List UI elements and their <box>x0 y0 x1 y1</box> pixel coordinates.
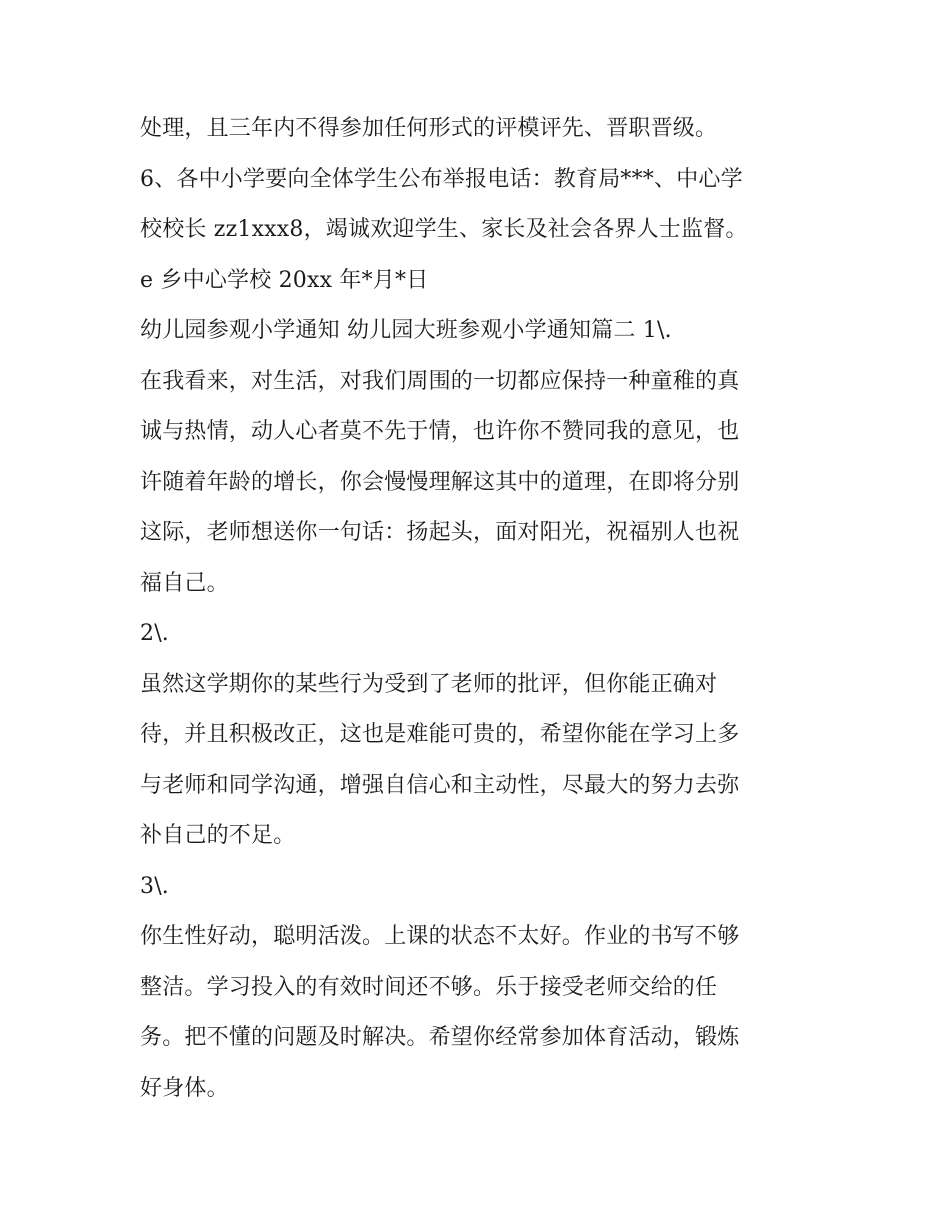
signature-date-line: e 乡中心学校 20xx 年*月*日 <box>140 267 429 293</box>
text-line: 这际，老师想送你一句话：扬起头，面对阳光，祝福别人也祝 <box>140 520 740 545</box>
text-line: 校校长 zz1xxx8，竭诚欢迎学生、家长及社会各界人士监督。 <box>140 217 748 242</box>
text-line: 6、各中小学要向全体学生公布举报电话：教育局***、中心学 <box>140 166 743 192</box>
text-line: 在我看来，对生活，对我们周围的一切都应保持一种童稚的真 <box>140 368 740 394</box>
item-number: 2\. <box>140 621 170 646</box>
document-body <box>140 104 820 1114</box>
section-title: 幼儿园参观小学通知 幼儿园大班参观小学通知篇二 1\. <box>140 318 672 343</box>
text-line: 处理，且三年内不得参加任何形式的评模评先、晋职晋级。 <box>140 116 718 141</box>
text-line: 整洁。学习投入的有效时间还不够。乐于接受老师交给的任 <box>140 974 718 1000</box>
text-line: 补自己的不足。 <box>140 823 296 848</box>
text-line: 福自己。 <box>140 570 229 596</box>
text-line: 待，并且积极改正，这也是难能可贵的，希望你能在学习上多 <box>140 722 740 747</box>
text-line: 虽然这学期你的某些行为受到了老师的批评，但你能正确对 <box>140 671 718 697</box>
text-line: 你生性好动，聪明活泼。上课的状态不太好。作业的书写不够 <box>140 924 740 949</box>
text-line: 与老师和同学沟通，增强自信心和主动性，尽最大的努力去弥 <box>140 772 740 798</box>
text-line: 好身体。 <box>140 1075 229 1101</box>
item-number: 3\. <box>140 873 170 899</box>
text-line: 许随着年龄的增长，你会慢慢理解这其中的道理，在即将分别 <box>140 469 740 495</box>
text-line: 诚与热情，动人心者莫不先于情，也许你不赞同我的意见，也 <box>140 419 740 444</box>
text-line: 务。把不懂的问题及时解决。希望你经常参加体育活动，锻炼 <box>140 1025 740 1050</box>
